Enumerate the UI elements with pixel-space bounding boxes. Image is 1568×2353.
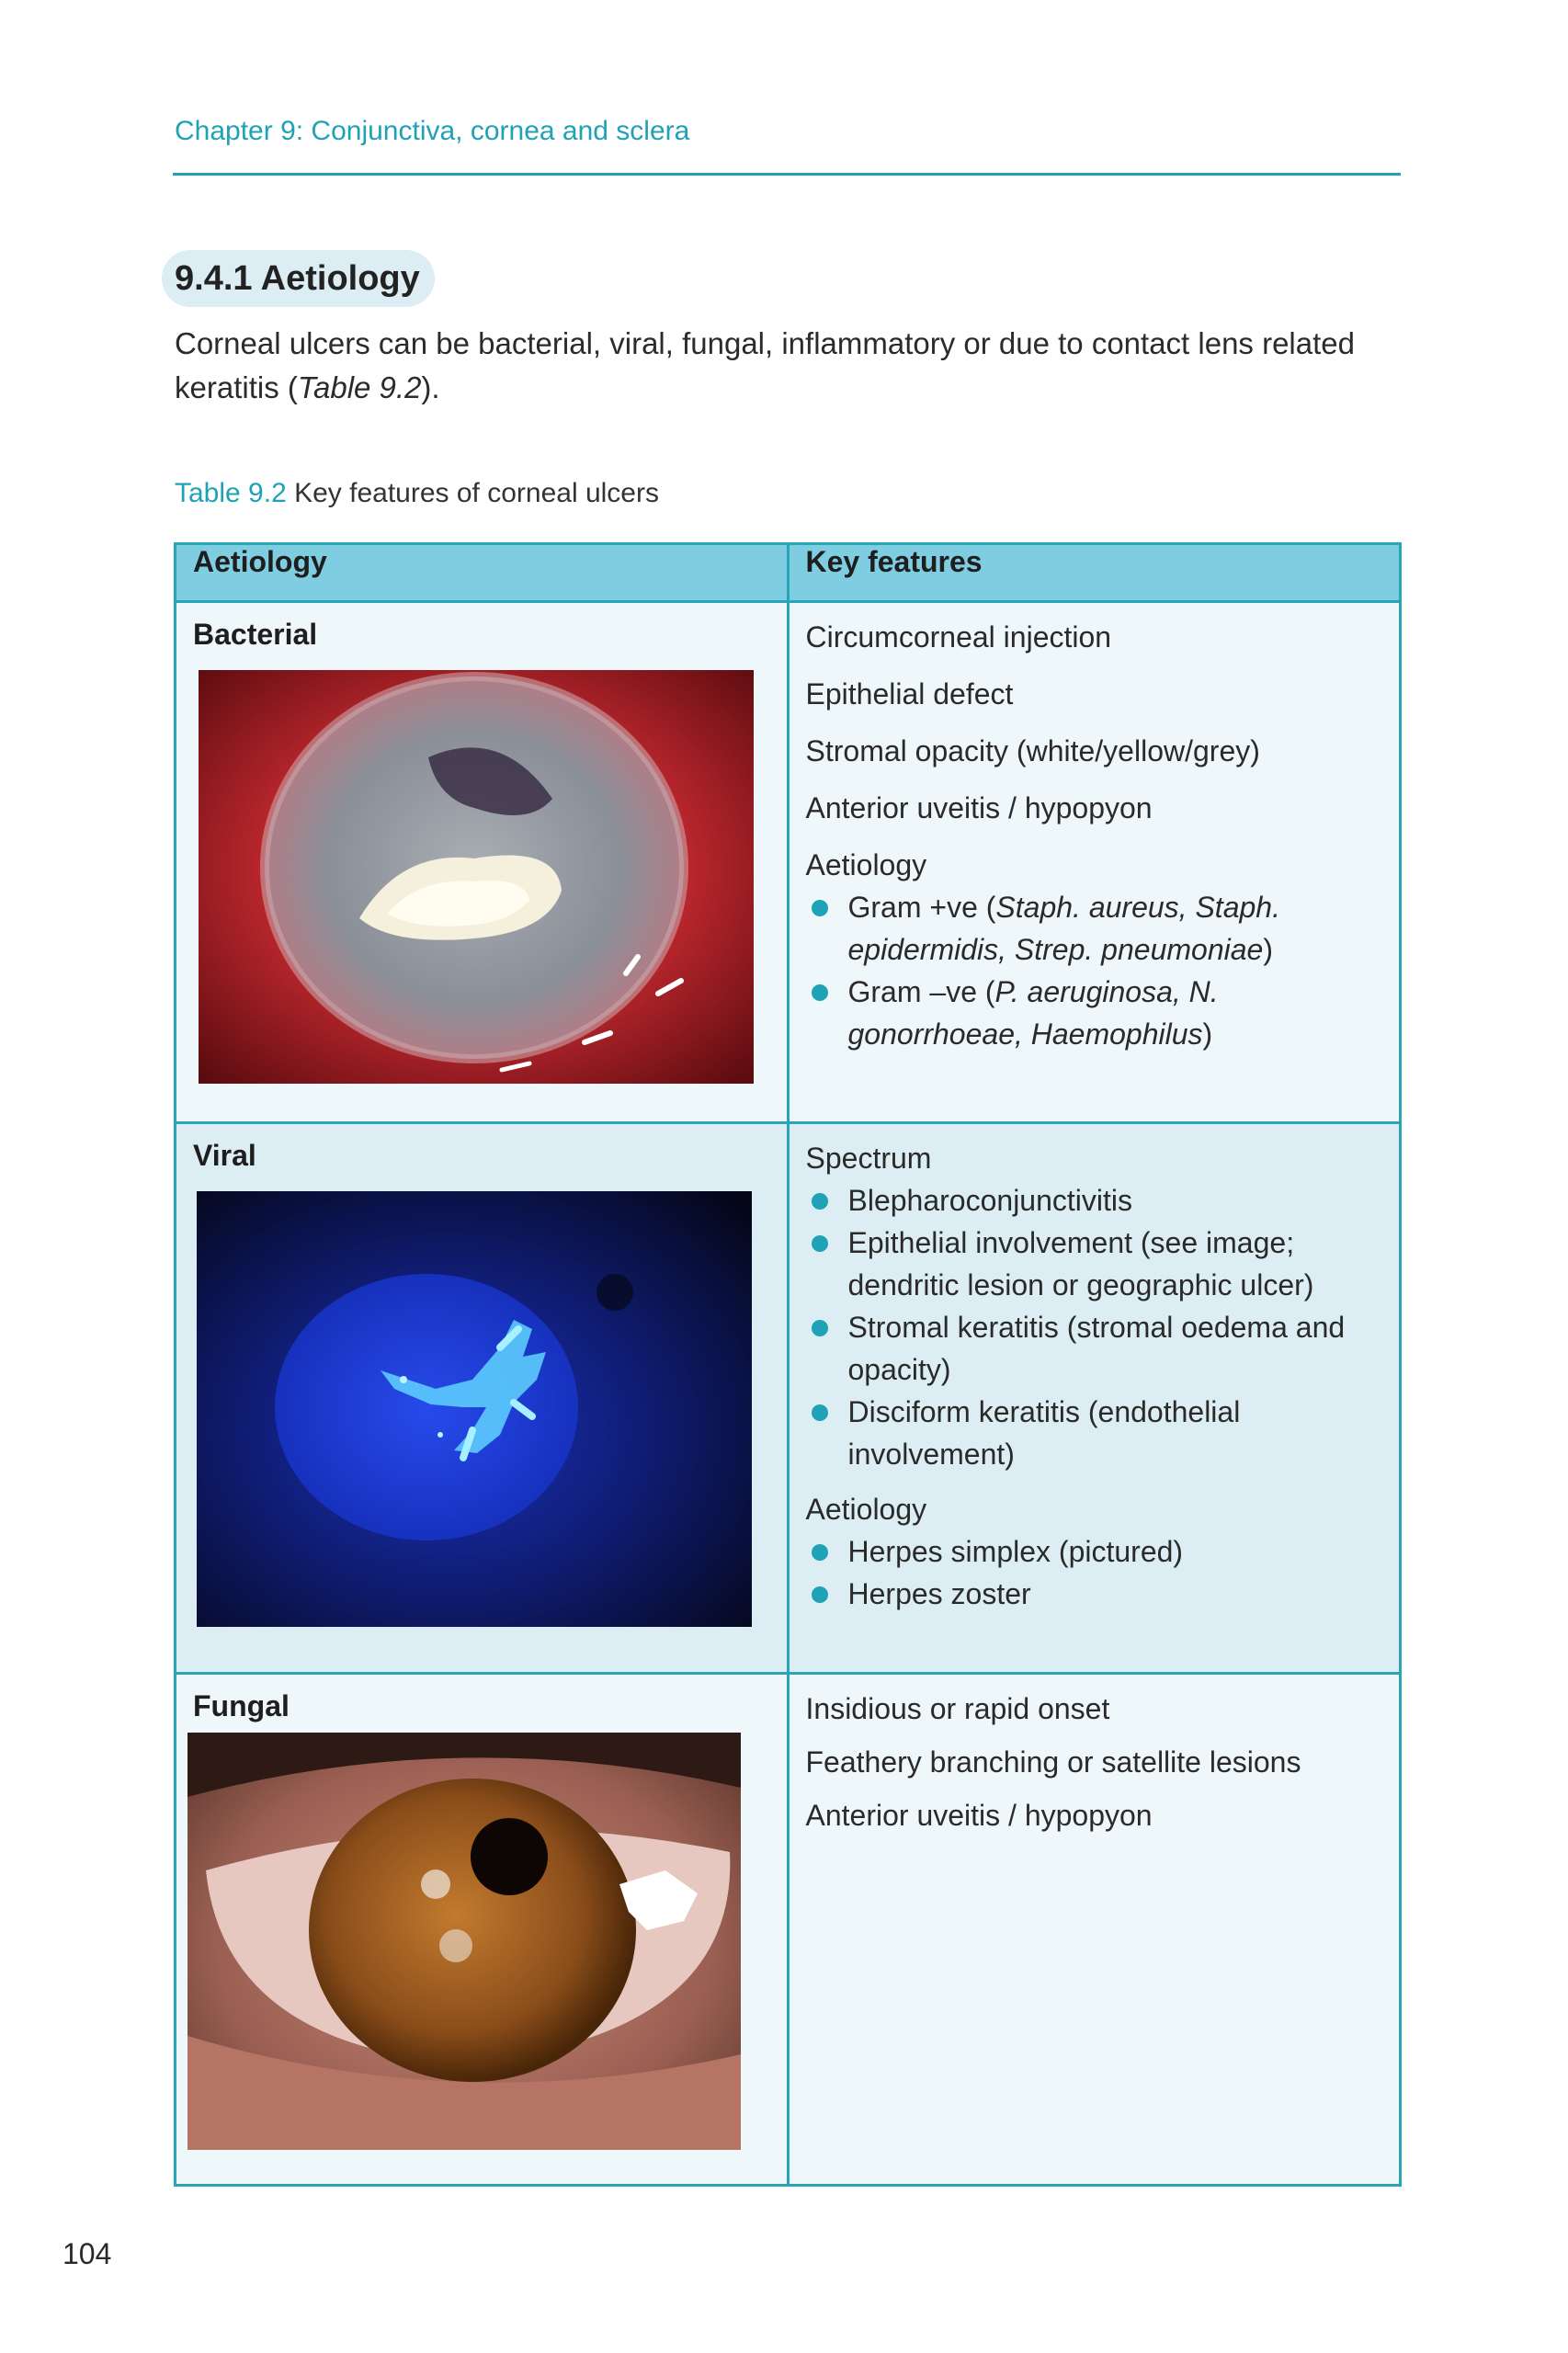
gram-negative-label: Gram –ve (	[847, 975, 995, 1008]
list-item: Disciform keratitis (endothelial involvement)	[806, 1391, 1383, 1475]
intro-table-ref: Table 9.2	[297, 370, 422, 404]
intro-text: Corneal ulcers can be bacterial, viral, fungal, inflammatory or due to contact lens related keratitis (	[175, 326, 1355, 404]
bacterial-ulcer-photo	[199, 670, 754, 1084]
list-item: Blepharoconjunctivitis	[806, 1179, 1383, 1222]
corneal-ulcers-table	[174, 542, 1402, 2187]
viral-aetiology-heading: Aetiology	[805, 1493, 927, 1526]
table-header-row	[176, 544, 1401, 602]
intro-end: ).	[421, 370, 440, 404]
header-rule	[173, 173, 1401, 176]
table-row-bacterial	[176, 602, 1401, 1123]
list-item-gram-positive	[806, 886, 1383, 971]
column-header-key-features: Key features	[788, 544, 1401, 602]
list-item: Herpes zoster	[806, 1573, 1383, 1615]
bacterial-feature: Circumcorneal injection	[805, 620, 1112, 654]
table-row-viral	[176, 1123, 1401, 1674]
fungal-feature: Feathery branching or satellite lesions	[805, 1745, 1301, 1779]
gram-negative-organisms: P. aeruginosa, N. gonorrhoeae, Haemophilus	[847, 975, 1219, 1051]
bacterial-feature: Epithelial defect	[805, 677, 1014, 710]
fungal-feature: Anterior uveitis / hypopyon	[805, 1799, 1153, 1832]
column-header-aetiology: Aetiology	[176, 544, 789, 602]
fungal-ulcer-photo	[187, 1733, 741, 2150]
fungal-features-cell	[788, 1674, 1401, 2186]
bacterial-organism-list	[806, 886, 1383, 1055]
viral-label: Viral	[193, 1139, 256, 1172]
table-caption	[175, 478, 659, 509]
bacterial-label: Bacterial	[193, 618, 318, 651]
gram-positive-close: )	[1263, 933, 1273, 966]
bacterial-features-cell	[788, 602, 1401, 1123]
running-head: Chapter 9: Conjunctiva, cornea and sclera	[175, 116, 690, 146]
fungal-aetiology-cell	[176, 1674, 789, 2186]
viral-spectrum-list	[806, 1179, 1383, 1475]
table-row-fungal	[176, 1674, 1401, 2186]
viral-spectrum-heading: Spectrum	[805, 1142, 932, 1175]
viral-ulcer-photo	[197, 1191, 752, 1627]
intro-paragraph	[175, 322, 1388, 410]
bacterial-aetiology-heading: Aetiology	[805, 848, 927, 881]
bacterial-feature: Stromal opacity (white/yellow/grey)	[805, 734, 1260, 767]
gram-positive-organisms: Staph. aureus, Staph. epidermidis, Strep. pneumoniae	[847, 891, 1280, 966]
viral-aetiology-list	[806, 1530, 1383, 1615]
bacterial-feature: Anterior uveitis / hypopyon	[805, 791, 1153, 824]
viral-aetiology-cell	[176, 1123, 789, 1674]
fungal-feature: Insidious or rapid onset	[805, 1692, 1110, 1725]
viral-features-cell	[788, 1123, 1401, 1674]
page-number: 104	[62, 2237, 112, 2270]
list-item-gram-negative	[806, 971, 1383, 1055]
bacterial-aetiology-cell	[176, 602, 789, 1123]
section-heading: 9.4.1 Aetiology	[162, 250, 435, 307]
fungal-label: Fungal	[193, 1689, 290, 1722]
list-item: Stromal keratitis (stromal oedema and opacity)	[806, 1306, 1383, 1391]
table-caption-label: Table 9.2	[175, 478, 287, 508]
gram-negative-close: )	[1202, 1017, 1213, 1051]
list-item: Herpes simplex (pictured)	[806, 1530, 1383, 1573]
list-item: Epithelial involvement (see image; dendritic lesion or geographic ulcer)	[806, 1222, 1383, 1306]
gram-positive-label: Gram +ve (	[847, 891, 996, 924]
table-caption-text: Key features of corneal ulcers	[286, 478, 659, 508]
